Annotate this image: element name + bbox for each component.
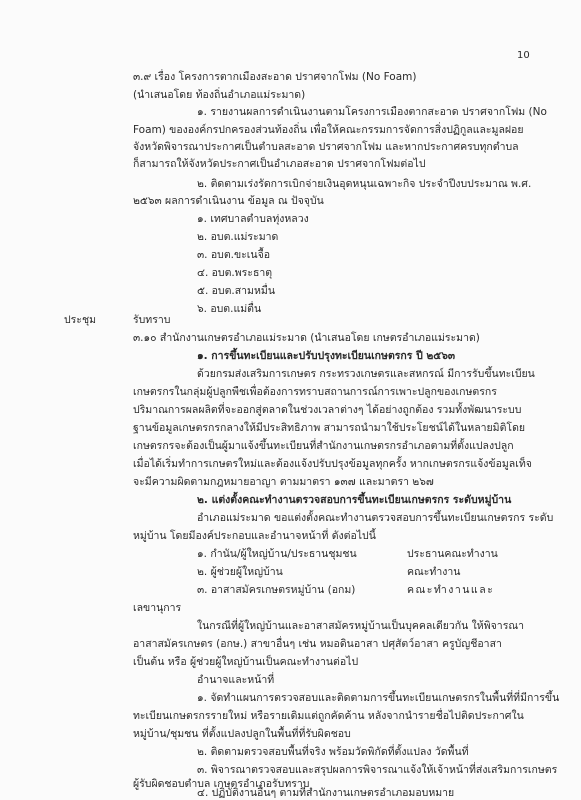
body-line: หมู่บ้าน/ชุมชน ที่ตั้งแปลงปลูกในพื้นที่ที่รับผิดชอบ (133, 728, 351, 740)
body-line: เป็นต้น หรือ ผู้ช่วยผู้ใหญ่บ้านเป็นคณะทำงานต่อไป (133, 656, 359, 668)
presenter-line: (นำเสนอโดย ท้องถิ่นอำเภอแม่ระมาด) (133, 89, 306, 101)
member-role: ๒. ผู้ช่วยผู้ใหญ่บ้าน (197, 566, 283, 578)
body-line: ๑. รายงานผลการดำเนินงานตามโครงการเมืองตากสะอาด ปราศจากโฟม (No (197, 106, 547, 118)
list-item: ๒. อบต.แม่ระมาด (197, 231, 279, 243)
list-item: ๕. อบต.สามหมื่น (197, 285, 275, 297)
page-number: 10 (517, 50, 530, 61)
member-position: คณะทำงาน (407, 566, 461, 578)
body-line: หมู่บ้าน โดยมีองค์ประกอบและอำนาจหน้าที่ ดังต่อไปนี้ (133, 530, 376, 542)
list-item: ๑. เทศบาลตำบลทุ่งหลวง (197, 213, 309, 225)
subsection-heading: ๑. การขึ้นทะเบียนและปรับปรุงทะเบียนเกษตรกร ปี ๒๕๖๓ (197, 350, 456, 362)
member-role: ๓. อาสาสมัครเกษตรหมู่บ้าน (อกม) (197, 584, 356, 596)
body-line: ในกรณีที่ผู้ใหญ่บ้านและอาสาสมัครหมู่บ้านเป็นบุคคลเดียวกัน ให้พิจารณา (197, 620, 524, 632)
duty-item: ๑. จัดทำแผนการตรวจสอบและติดตามการขึ้นทะเบียนเกษตรกรในพื้นที่ที่มีการขึ้น (197, 692, 560, 704)
margin-label: ประชุม (64, 314, 96, 326)
resolution-text: รับทราบ (133, 314, 171, 326)
duty-item: ๒. ติดตามตรวจสอบพื้นที่จริง พร้อมวัดพิกัดที่ตั้งแปลง วัดพื้นที่ (197, 746, 469, 758)
duties-heading: อำนาจและหน้าที่ (197, 674, 275, 686)
member-position: คณะทำงานและ (407, 584, 495, 596)
body-line: ๒. ติดตามเร่งรัดการเบิกจ่ายเงินอุดหนุนเฉพาะกิจ ประจำปีงบประมาณ พ.ศ. (197, 178, 532, 190)
list-item: ๓. อบต.ขะเนจื้อ (197, 249, 271, 261)
body-line: เกษตรกรจะต้องเป็นผู้มาแจ้งขึ้นทะเบียนที่สำนักงานเกษตรกรอำเภอตามที่ตั้งแปลงปลูก (133, 440, 514, 452)
subsection-heading: ๒. แต่งตั้งคณะทำงานตรวจสอบการขึ้นทะเบียนเกษตรกร ระดับหมู่บ้าน (197, 494, 512, 506)
body-line: จังหวัดพิจารณาประกาศเป็นตำบลสะอาด ปราศจากโฟม และหากประกาศครบทุกตำบล (133, 141, 519, 153)
body-line: ทะเบียนเกษตรกรรายใหม่ หรือรายเดิมแต่ถูกคัดค้าน หลังจากนำรายชื่อไปติดประกาศใน (133, 710, 524, 722)
body-line: ผู้รับผิดชอบตำบล เกษตรอำเภอรับทราบ (133, 778, 310, 790)
list-item: ๔. อบต.พระธาตุ (197, 267, 273, 279)
body-line: Foam) ขององค์กรปกครองส่วนท้องถิ่น เพื่อให้คณะกรรมการจัดการสิ่งปฏิกูลและมูลฝอย (133, 124, 524, 136)
duty-item: ๔. ปฏิบัติงานอื่นๆ ตามที่สำนักงานเกษตรอำเภอมอบหมาย (197, 787, 455, 799)
section-heading: ๓.๙ เรื่อง โครงการตากเมืองสะอาด ปราศจากโฟม (No Foam) (133, 71, 417, 83)
body-line: ก็สามารถให้จังหวัดประกาศเป็นอำเภอสะอาด ปราศจากโฟมต่อไป (133, 158, 426, 170)
body-line: อาสาสมัครเกษตร (อกษ.) สาขาอื่นๆ เช่น หมอดินอาสา ปศุสัตว์อาสา ครูบัญชีอาสา (133, 638, 502, 650)
duty-item: ๓. พิจารณาตรวจสอบและสรุปผลการพิจารณาแจ้งให้เจ้าหน้าที่ส่งเสริมการเกษตร (197, 764, 558, 776)
body-line: ฐานข้อมูลเกษตรกรกลางให้มีประสิทธิภาพ สามารถนำมาใช้ประโยชน์ได้ในหลายมิติโดย (133, 422, 526, 434)
list-item: ๖. อบต.แม่ตื่น (197, 303, 262, 315)
body-line: เมื่อได้เริ่มทำการเกษตรใหม่และต้องแจ้งปรับปรุงข้อมูลทุกครั้ง หากเกษตรกรแจ้งข้อมูลเท็จ (133, 458, 532, 470)
member-role: ๑. กำนัน/ผู้ใหญ่บ้าน/ประธานชุมชน (197, 548, 357, 560)
body-line: จะมีความผิดตามกฎหมายอาญา ตามมาตรา ๑๓๗ และมาตรา ๒๖๗ (133, 476, 434, 488)
body-line: ปริมาณการผลผลิตที่จะออกสู่ตลาดในช่วงเวลาต่างๆ ได้อย่างถูกต้อง รวมทั้งพัฒนาระบบ (133, 404, 522, 416)
body-line: เกษตรกรในกลุ่มผู้ปลูกพืชเพื่อต้องการทราบสถานการณ์การเพาะปลูกของเกษตรกร (133, 386, 497, 398)
body-line: อำเภอแม่ระมาด ขอแต่งตั้งคณะทำงานตรวจสอบการขึ้นทะเบียนเกษตรกร ระดับ (197, 512, 554, 524)
member-position: ประธานคณะทำงาน (407, 548, 498, 560)
body-line: เลขานุการ (133, 602, 182, 614)
body-line: ๒๕๖๓ ผลการดำเนินงาน ข้อมูล ณ ปัจจุบัน (133, 195, 324, 207)
section-heading: ๓.๑๐ สำนักงานเกษตรอำเภอแม่ระมาด (นำเสนอโดย เกษตรอำเภอแม่ระมาด) (133, 332, 480, 344)
body-line: ด้วยกรมส่งเสริมการเกษตร กระทรวงเกษตรและสหกรณ์ มีการรับขึ้นทะเบียน (197, 368, 535, 380)
